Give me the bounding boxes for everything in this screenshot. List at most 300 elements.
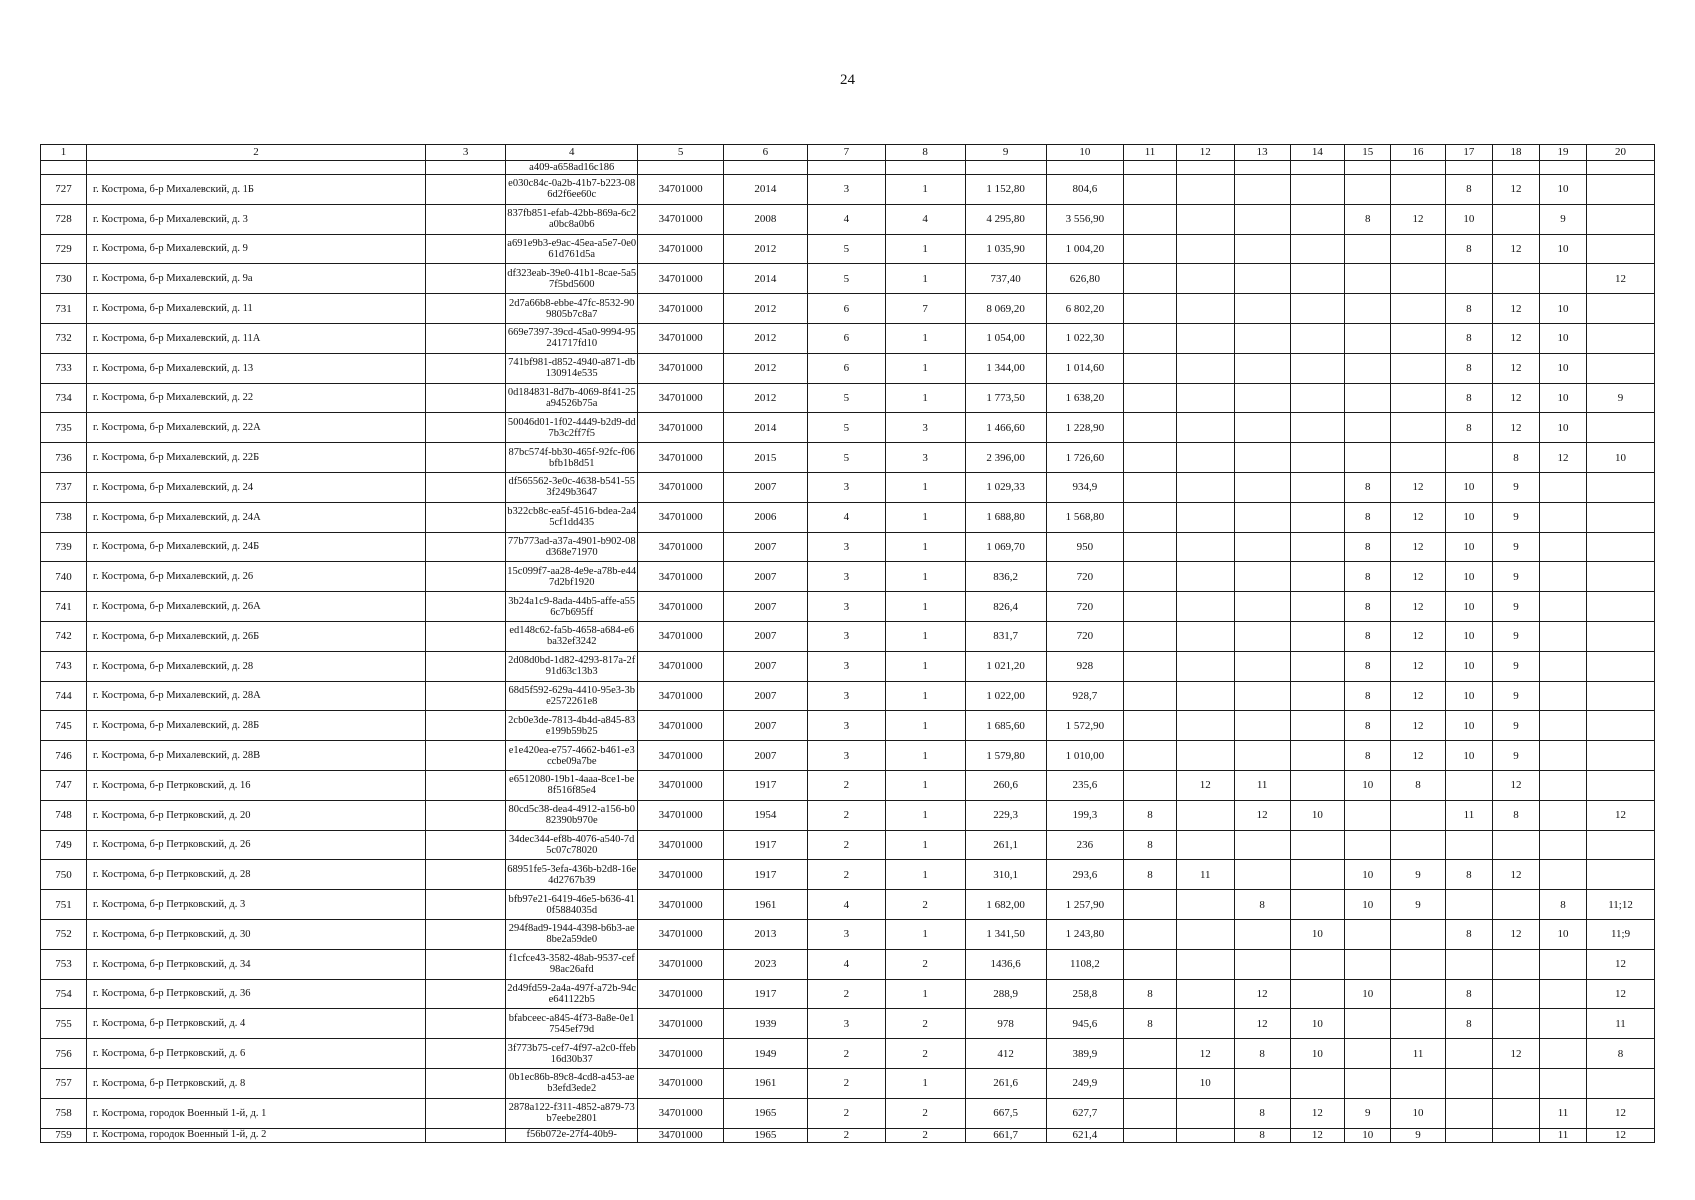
table-cell xyxy=(1176,1098,1234,1128)
table-cell: 8 xyxy=(1445,979,1492,1009)
address-cell: г. Кострома, б-р Петрковский, д. 36 xyxy=(86,979,425,1009)
year-cell: 1961 xyxy=(723,1068,807,1098)
table-row xyxy=(41,621,1655,651)
table-cell: 389,9 xyxy=(1046,1039,1124,1069)
table-cell xyxy=(1234,323,1290,353)
table-cell xyxy=(1391,979,1446,1009)
column-number-header: 8 xyxy=(885,145,965,161)
table-cell xyxy=(426,502,506,532)
table-cell: 8 xyxy=(1124,860,1177,890)
table-cell xyxy=(1124,562,1177,592)
table-cell xyxy=(1234,621,1290,651)
table-cell xyxy=(1124,919,1177,949)
table-cell xyxy=(1391,1009,1446,1039)
table-cell xyxy=(1345,1068,1391,1098)
table-cell: 1 xyxy=(885,770,965,800)
table-cell xyxy=(1391,264,1446,294)
table-cell: 4 xyxy=(808,204,886,234)
table-cell xyxy=(426,949,506,979)
address-cell: г. Кострома, б-р Михалевский, д. 9а xyxy=(86,264,425,294)
row-number-cell: 733 xyxy=(41,353,87,383)
table-cell: 12 xyxy=(1587,1128,1655,1142)
table-cell xyxy=(1290,264,1345,294)
table-cell xyxy=(1539,830,1586,860)
guid-cell: 15c099f7-aa28-4e9e-a78b-e447d2bf1920 xyxy=(506,562,638,592)
table-cell: 12 xyxy=(1391,502,1446,532)
table-cell xyxy=(1290,234,1345,264)
table-cell xyxy=(1176,532,1234,562)
guid-cell: f1cfce43-3582-48ab-9537-cef98ac26afd xyxy=(506,949,638,979)
table-cell: 8 xyxy=(1445,175,1492,205)
address-cell: г. Кострома, б-р Михалевский, д. 9 xyxy=(86,234,425,264)
address-cell: г. Кострома, б-р Михалевский, д. 22Б xyxy=(86,443,425,473)
table-cell xyxy=(1587,502,1655,532)
address-cell: г. Кострома, б-р Петрковский, д. 26 xyxy=(86,830,425,860)
table-cell xyxy=(1234,681,1290,711)
table-cell: 12 xyxy=(1391,592,1446,622)
year-cell: 1917 xyxy=(723,979,807,1009)
table-cell xyxy=(1124,264,1177,294)
table-cell xyxy=(1124,532,1177,562)
table-cell xyxy=(1176,204,1234,234)
oktmo-cell: 34701000 xyxy=(638,979,723,1009)
table-cell: 2 xyxy=(808,1068,886,1098)
guid-cell: e030c84c-0a2b-41b7-b223-086d2f6ee60c xyxy=(506,175,638,205)
table-cell xyxy=(1234,592,1290,622)
row-number-cell: 752 xyxy=(41,919,87,949)
table-cell: 10 xyxy=(1587,443,1655,473)
table-cell: 2 xyxy=(808,830,886,860)
table-cell: 720 xyxy=(1046,592,1124,622)
table-cell xyxy=(1176,711,1234,741)
guid-cell: f56b072e-27f4-40b9- xyxy=(506,1128,638,1142)
table-cell: 7 xyxy=(885,294,965,324)
table-cell: 12 xyxy=(1176,1039,1234,1069)
year-cell: 2007 xyxy=(723,681,807,711)
table-row xyxy=(41,204,1655,234)
table-cell: 8 xyxy=(1124,979,1177,1009)
address-cell: г. Кострома, б-р Михалевский, д. 13 xyxy=(86,353,425,383)
oktmo-cell: 34701000 xyxy=(638,1128,723,1142)
address-cell: г. Кострома, б-р Петрковский, д. 8 xyxy=(86,1068,425,1098)
table-cell: 1 726,60 xyxy=(1046,443,1124,473)
table-cell xyxy=(1234,532,1290,562)
table-cell: 1 243,80 xyxy=(1046,919,1124,949)
table-cell xyxy=(1539,860,1586,890)
table-cell: 2 xyxy=(885,1039,965,1069)
table-cell xyxy=(1587,651,1655,681)
guid-cell: 837fb851-efab-42bb-869a-6c2a0bc8a0b6 xyxy=(506,204,638,234)
table-cell: 9 xyxy=(1345,1098,1391,1128)
table-cell xyxy=(1124,890,1177,920)
table-cell xyxy=(1445,1068,1492,1098)
table-cell xyxy=(1234,830,1290,860)
guid-cell: 2d08d0bd-1d82-4293-817a-2f91d63c13b3 xyxy=(506,651,638,681)
table-cell: 9 xyxy=(1492,502,1539,532)
year-cell: 1961 xyxy=(723,890,807,920)
table-cell: 8 xyxy=(1345,741,1391,771)
table-cell: 8 069,20 xyxy=(965,294,1046,324)
table-cell: 3 xyxy=(808,711,886,741)
table-cell xyxy=(1539,800,1586,830)
table-cell: 1 568,80 xyxy=(1046,502,1124,532)
table-cell: 928,7 xyxy=(1046,681,1124,711)
table-cell xyxy=(1290,443,1345,473)
table-cell: 249,9 xyxy=(1046,1068,1124,1098)
oktmo-cell: 34701000 xyxy=(638,592,723,622)
oktmo-cell: 34701000 xyxy=(638,860,723,890)
table-cell: 10 xyxy=(1445,651,1492,681)
table-cell: 3 xyxy=(808,681,886,711)
guid-cell: 80cd5c38-dea4-4912-a156-b082390b970e xyxy=(506,800,638,830)
table-cell: 1 257,90 xyxy=(1046,890,1124,920)
table-cell xyxy=(1124,204,1177,234)
table-cell xyxy=(1391,800,1446,830)
table-cell: 831,7 xyxy=(965,621,1046,651)
table-row xyxy=(41,502,1655,532)
oktmo-cell: 34701000 xyxy=(638,562,723,592)
table-cell xyxy=(1587,234,1655,264)
table-cell: 10 xyxy=(1290,800,1345,830)
oktmo-cell: 34701000 xyxy=(638,443,723,473)
table-cell: 836,2 xyxy=(965,562,1046,592)
table-row xyxy=(41,175,1655,205)
table-cell: 10 xyxy=(1345,1128,1391,1142)
table-cell: 3 xyxy=(808,592,886,622)
table-cell xyxy=(1234,353,1290,383)
address-cell: г. Кострома, б-р Михалевский, д. 22А xyxy=(86,413,425,443)
table-cell: 1108,2 xyxy=(1046,949,1124,979)
year-cell: 2007 xyxy=(723,741,807,771)
column-number-header: 3 xyxy=(426,145,506,161)
table-cell xyxy=(1587,562,1655,592)
table-cell: 10 xyxy=(1345,860,1391,890)
table-cell xyxy=(1176,472,1234,502)
year-cell: 2007 xyxy=(723,472,807,502)
table-cell xyxy=(1587,353,1655,383)
address-cell: г. Кострома, б-р Петрковский, д. 20 xyxy=(86,800,425,830)
table-cell xyxy=(1345,383,1391,413)
table-cell: 978 xyxy=(965,1009,1046,1039)
table-cell xyxy=(1391,175,1446,205)
column-number-row xyxy=(41,145,1655,161)
table-row xyxy=(41,651,1655,681)
table-cell: 10 xyxy=(1539,294,1586,324)
table-cell: 8 xyxy=(1345,592,1391,622)
table-cell xyxy=(1124,711,1177,741)
table-row xyxy=(41,770,1655,800)
row-number-cell: 757 xyxy=(41,1068,87,1098)
oktmo-cell: 34701000 xyxy=(638,472,723,502)
table-cell xyxy=(1492,204,1539,234)
table-cell: 2 396,00 xyxy=(965,443,1046,473)
row-number-cell: 727 xyxy=(41,175,87,205)
table-cell: 4 295,80 xyxy=(965,204,1046,234)
column-number-header: 20 xyxy=(1587,145,1655,161)
table-cell xyxy=(1290,161,1345,175)
table-cell xyxy=(1345,175,1391,205)
table-cell xyxy=(1587,860,1655,890)
table-cell xyxy=(1539,979,1586,1009)
table-cell xyxy=(1124,175,1177,205)
column-number-header: 17 xyxy=(1445,145,1492,161)
table-cell: 1 xyxy=(885,621,965,651)
column-number-header: 15 xyxy=(1345,145,1391,161)
table-cell xyxy=(1234,264,1290,294)
table-cell: 9 xyxy=(1492,532,1539,562)
table-cell xyxy=(426,204,506,234)
table-cell xyxy=(1492,949,1539,979)
table-cell: 12 xyxy=(1587,264,1655,294)
table-row xyxy=(41,1128,1655,1142)
guid-cell: 0d184831-8d7b-4069-8f41-25a94526b75a xyxy=(506,383,638,413)
table-cell xyxy=(1492,161,1539,175)
table-cell xyxy=(1539,741,1586,771)
table-cell xyxy=(1290,860,1345,890)
table-row xyxy=(41,383,1655,413)
table-cell: 8 xyxy=(1345,472,1391,502)
table-cell: 10 xyxy=(1445,532,1492,562)
table-cell: 1 344,00 xyxy=(965,353,1046,383)
row-number-cell: 758 xyxy=(41,1098,87,1128)
table-cell: 1 xyxy=(885,711,965,741)
table-cell: 8 xyxy=(1345,562,1391,592)
table-cell: 11 xyxy=(1539,1128,1586,1142)
table-cell: 1 228,90 xyxy=(1046,413,1124,443)
guid-cell: 77b773ad-a37a-4901-b902-08d368e71970 xyxy=(506,532,638,562)
year-cell: 1917 xyxy=(723,830,807,860)
table-cell: 9 xyxy=(1391,1128,1446,1142)
table-cell: 10 xyxy=(1445,711,1492,741)
oktmo-cell: 34701000 xyxy=(638,741,723,771)
row-number-cell: 750 xyxy=(41,860,87,890)
guid-cell: df323eab-39e0-41b1-8cae-5a57f5bd5600 xyxy=(506,264,638,294)
table-cell: 6 xyxy=(808,294,886,324)
table-cell xyxy=(1445,443,1492,473)
table-cell: 10 xyxy=(1445,472,1492,502)
table-cell xyxy=(426,919,506,949)
table-cell xyxy=(1587,830,1655,860)
oktmo-cell: 34701000 xyxy=(638,651,723,681)
table-cell: 3 xyxy=(808,919,886,949)
table-cell xyxy=(1445,1039,1492,1069)
table-cell xyxy=(1587,472,1655,502)
table-cell: 720 xyxy=(1046,562,1124,592)
table-cell xyxy=(1391,161,1446,175)
oktmo-cell: 34701000 xyxy=(638,711,723,741)
year-cell: 1965 xyxy=(723,1098,807,1128)
row-number-cell: 731 xyxy=(41,294,87,324)
address-cell: г. Кострома, б-р Петрковский, д. 28 xyxy=(86,860,425,890)
table-cell xyxy=(1124,621,1177,651)
table-cell xyxy=(1176,502,1234,532)
table-cell: 8 xyxy=(1234,890,1290,920)
table-cell: 260,6 xyxy=(965,770,1046,800)
table-cell: 3 xyxy=(808,741,886,771)
table-cell: 2 xyxy=(885,890,965,920)
table-row xyxy=(41,443,1655,473)
guid-cell: df565562-3e0c-4638-b541-553f249b3647 xyxy=(506,472,638,502)
table-cell: 1 029,33 xyxy=(965,472,1046,502)
table-cell xyxy=(426,1009,506,1039)
table-cell: 9 xyxy=(1492,592,1539,622)
oktmo-cell: 34701000 xyxy=(638,204,723,234)
table-cell xyxy=(1124,502,1177,532)
table-cell: 2 xyxy=(808,770,886,800)
table-cell xyxy=(1539,532,1586,562)
table-cell xyxy=(1391,919,1446,949)
table-cell: 8 xyxy=(1345,621,1391,651)
table-cell: 12 xyxy=(1391,681,1446,711)
table-row xyxy=(41,1009,1655,1039)
year-cell xyxy=(723,161,807,175)
address-cell: г. Кострома, б-р Петрковский, д. 6 xyxy=(86,1039,425,1069)
table-row xyxy=(41,562,1655,592)
table-cell xyxy=(426,264,506,294)
table-cell: 1 638,20 xyxy=(1046,383,1124,413)
year-cell: 1917 xyxy=(723,860,807,890)
table-cell: 4 xyxy=(808,890,886,920)
table-cell: 10 xyxy=(1345,890,1391,920)
table-cell: 1 xyxy=(885,919,965,949)
table-cell xyxy=(1492,1098,1539,1128)
housing-register-table xyxy=(40,144,1655,1143)
guid-cell: a409-a658ad16c186 xyxy=(506,161,638,175)
table-cell: 8 xyxy=(1234,1098,1290,1128)
row-number-cell: 735 xyxy=(41,413,87,443)
table-cell xyxy=(1539,161,1586,175)
table-cell: 11 xyxy=(1176,860,1234,890)
table-cell xyxy=(1124,443,1177,473)
table-cell xyxy=(1587,204,1655,234)
table-cell: 6 xyxy=(808,323,886,353)
address-cell: г. Кострома, б-р Михалевский, д. 26А xyxy=(86,592,425,622)
table-row xyxy=(41,592,1655,622)
table-cell: 2 xyxy=(808,860,886,890)
table-cell: 12 xyxy=(1391,472,1446,502)
table-cell: 1 xyxy=(885,592,965,622)
table-cell: 1 xyxy=(885,234,965,264)
table-cell: 11 xyxy=(1445,800,1492,830)
table-row xyxy=(41,949,1655,979)
table-cell: 8 xyxy=(1234,1039,1290,1069)
column-number-header: 5 xyxy=(638,145,723,161)
table-cell: 235,6 xyxy=(1046,770,1124,800)
table-cell xyxy=(1234,562,1290,592)
table-cell: 10 xyxy=(1391,1098,1446,1128)
table-cell xyxy=(1234,413,1290,443)
column-number-header: 19 xyxy=(1539,145,1586,161)
table-cell xyxy=(1124,353,1177,383)
page-number: 24 xyxy=(840,72,855,88)
oktmo-cell: 34701000 xyxy=(638,175,723,205)
table-cell xyxy=(1124,651,1177,681)
oktmo-cell: 34701000 xyxy=(638,294,723,324)
column-number-header: 7 xyxy=(808,145,886,161)
table-cell xyxy=(426,860,506,890)
table-cell: 1 004,20 xyxy=(1046,234,1124,264)
table-cell: 10 xyxy=(1345,770,1391,800)
table-cell xyxy=(1124,1098,1177,1128)
table-cell xyxy=(1290,711,1345,741)
table-cell xyxy=(1234,234,1290,264)
table-cell xyxy=(426,741,506,771)
row-number-cell: 753 xyxy=(41,949,87,979)
table-row xyxy=(41,294,1655,324)
table-cell: 10 xyxy=(1539,353,1586,383)
column-number-header: 6 xyxy=(723,145,807,161)
table-cell: 1 xyxy=(885,353,965,383)
table-cell xyxy=(1290,651,1345,681)
table-cell: 9 xyxy=(1492,741,1539,771)
table-cell: 2 xyxy=(885,1098,965,1128)
guid-cell: 294f8ad9-1944-4398-b6b3-ae8be2a59de0 xyxy=(506,919,638,949)
column-number-header: 1 xyxy=(41,145,87,161)
table-cell: 261,1 xyxy=(965,830,1046,860)
table-cell: 261,6 xyxy=(965,1068,1046,1098)
table-cell xyxy=(1290,472,1345,502)
table-cell: 8 xyxy=(1445,413,1492,443)
address-cell: г. Кострома, б-р Михалевский, д. 28Б xyxy=(86,711,425,741)
table-cell: 5 xyxy=(808,413,886,443)
table-cell xyxy=(1290,323,1345,353)
table-cell: 1 010,00 xyxy=(1046,741,1124,771)
table-cell: 3 xyxy=(808,175,886,205)
table-cell xyxy=(1539,621,1586,651)
address-cell: г. Кострома, б-р Михалевский, д. 11 xyxy=(86,294,425,324)
guid-cell: 669e7397-39cd-45a0-9994-95241717fd10 xyxy=(506,323,638,353)
table-cell: 6 802,20 xyxy=(1046,294,1124,324)
row-number-cell: 738 xyxy=(41,502,87,532)
row-number-cell: 743 xyxy=(41,651,87,681)
table-cell: 934,9 xyxy=(1046,472,1124,502)
year-cell: 2014 xyxy=(723,264,807,294)
oktmo-cell: 34701000 xyxy=(638,949,723,979)
year-cell: 2007 xyxy=(723,621,807,651)
table-cell xyxy=(1539,472,1586,502)
column-number-header: 18 xyxy=(1492,145,1539,161)
table-cell: 2 xyxy=(808,979,886,1009)
table-cell xyxy=(1587,621,1655,651)
table-cell: 1 682,00 xyxy=(965,890,1046,920)
table-cell xyxy=(1290,681,1345,711)
table-cell xyxy=(1492,890,1539,920)
table-cell: 1 xyxy=(885,860,965,890)
table-cell: 10 xyxy=(1176,1068,1234,1098)
table-row xyxy=(41,919,1655,949)
table-cell: 10 xyxy=(1290,1009,1345,1039)
table-row xyxy=(41,234,1655,264)
table-row xyxy=(41,711,1655,741)
row-number-cell: 755 xyxy=(41,1009,87,1039)
table-cell xyxy=(1176,1128,1234,1142)
table-cell: 12 xyxy=(1492,860,1539,890)
guid-cell: 0b1ec86b-89c8-4cd8-a453-aeb3efd3ede2 xyxy=(506,1068,638,1098)
table-cell: 11 xyxy=(1587,1009,1655,1039)
table-cell: 3 xyxy=(885,413,965,443)
year-cell: 1954 xyxy=(723,800,807,830)
table-cell: 12 xyxy=(1492,919,1539,949)
table-cell xyxy=(1539,264,1586,294)
table-cell xyxy=(1492,1068,1539,1098)
table-cell: 3 xyxy=(808,651,886,681)
table-row xyxy=(41,1039,1655,1069)
table-cell xyxy=(1124,741,1177,771)
table-cell xyxy=(1176,800,1234,830)
table-cell xyxy=(426,383,506,413)
table-cell xyxy=(1345,1039,1391,1069)
table-cell: 10 xyxy=(1539,413,1586,443)
